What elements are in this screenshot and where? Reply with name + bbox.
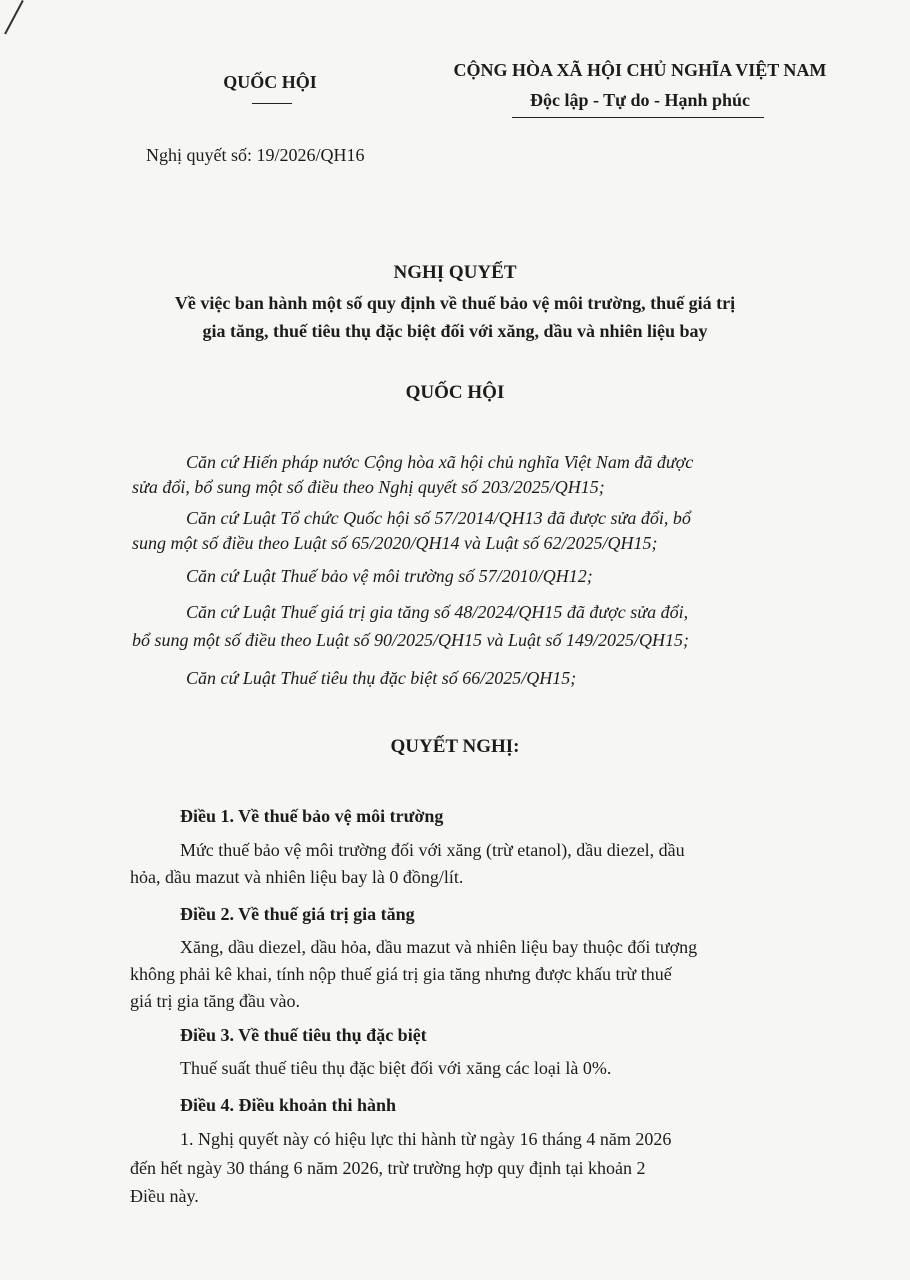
article-4-line2: đến hết ngày 30 tháng 6 năm 2026, trừ trường hợp quy định tại khoản 2 <box>130 1158 646 1178</box>
issuing-authority: QUỐC HỘI <box>405 382 505 403</box>
document-title: NGHỊ QUYẾT <box>393 262 517 283</box>
legal-basis-4-line1: Căn cứ Luật Thuế giá trị gia tăng số 48/2024/QH15 đã được sửa đổi, <box>186 602 689 622</box>
legal-basis-2-line2: sung một số điều theo Luật số 65/2020/QH14 và Luật số 62/2025/QH15; <box>132 533 658 553</box>
article-2-title: Điều 2. Về thuế giá trị gia tăng <box>180 904 415 924</box>
article-2-line3: giá trị gia tăng đầu vào. <box>130 991 300 1011</box>
legal-basis-1-line2: sửa đổi, bổ sung một số điều theo Nghị quyết số 203/2025/QH15; <box>132 477 605 497</box>
article-2-line1: Xăng, dầu diezel, dầu hỏa, dầu mazut và nhiên liệu bay thuộc đối tượng <box>180 937 698 957</box>
article-1-line1: Mức thuế bảo vệ môi trường đối với xăng (trừ etanol), dầu diezel, dầu <box>180 840 685 860</box>
article-2-line2: không phải kê khai, tính nộp thuế giá trị gia tăng nhưng được khấu trừ thuế <box>130 964 672 984</box>
article-3-line1: Thuế suất thuế tiêu thụ đặc biệt đối với xăng các loại là 0%. <box>180 1058 612 1078</box>
legal-basis-5: Căn cứ Luật Thuế tiêu thụ đặc biệt số 66/2025/QH15; <box>186 668 577 688</box>
issuing-body-underline <box>252 103 292 104</box>
article-4-line3: Điều này. <box>130 1186 199 1206</box>
legal-basis-3: Căn cứ Luật Thuế bảo vệ môi trường số 57/2010/QH12; <box>186 566 593 586</box>
national-motto: Độc lập - Tự do - Hạnh phúc <box>529 90 751 110</box>
issuing-body: QUỐC HỘI <box>223 72 317 92</box>
legal-basis-2-line1: Căn cứ Luật Tổ chức Quốc hội số 57/2014/QH13 đã được sửa đổi, bổ <box>186 508 691 528</box>
document-subtitle-line2: gia tăng, thuế tiêu thụ đặc biệt đối với xăng, dầu và nhiên liệu bay <box>202 321 708 341</box>
document-subtitle-line1: Về việc ban hành một số quy định về thuế bảo vệ môi trường, thuế giá trị <box>174 293 736 313</box>
article-4-title: Điều 4. Điều khoản thi hành <box>180 1095 397 1115</box>
article-1-line2: hỏa, dầu mazut và nhiên liệu bay là 0 đồng/lít. <box>130 867 464 887</box>
resolution-number: Nghị quyết số: 19/2026/QH16 <box>146 145 365 165</box>
article-4-line1: 1. Nghị quyết này có hiệu lực thi hành từ ngày 16 tháng 4 năm 2026 <box>180 1129 672 1149</box>
pen-mark <box>4 0 24 34</box>
motto-underline <box>512 117 764 118</box>
legal-basis-4-line2: bổ sung một số điều theo Luật số 90/2025/QH15 và Luật số 149/2025/QH15; <box>132 630 690 650</box>
article-1-title: Điều 1. Về thuế bảo vệ môi trường <box>180 806 444 826</box>
article-3-title: Điều 3. Về thuế tiêu thụ đặc biệt <box>180 1025 427 1045</box>
decision-heading: QUYẾT NGHỊ: <box>390 736 520 757</box>
republic-name: CỘNG HÒA XÃ HỘI CHỦ NGHĨA VIỆT NAM <box>453 60 827 80</box>
legal-basis-1-line1: Căn cứ Hiến pháp nước Cộng hòa xã hội chủ nghĩa Việt Nam đã được <box>186 452 694 472</box>
